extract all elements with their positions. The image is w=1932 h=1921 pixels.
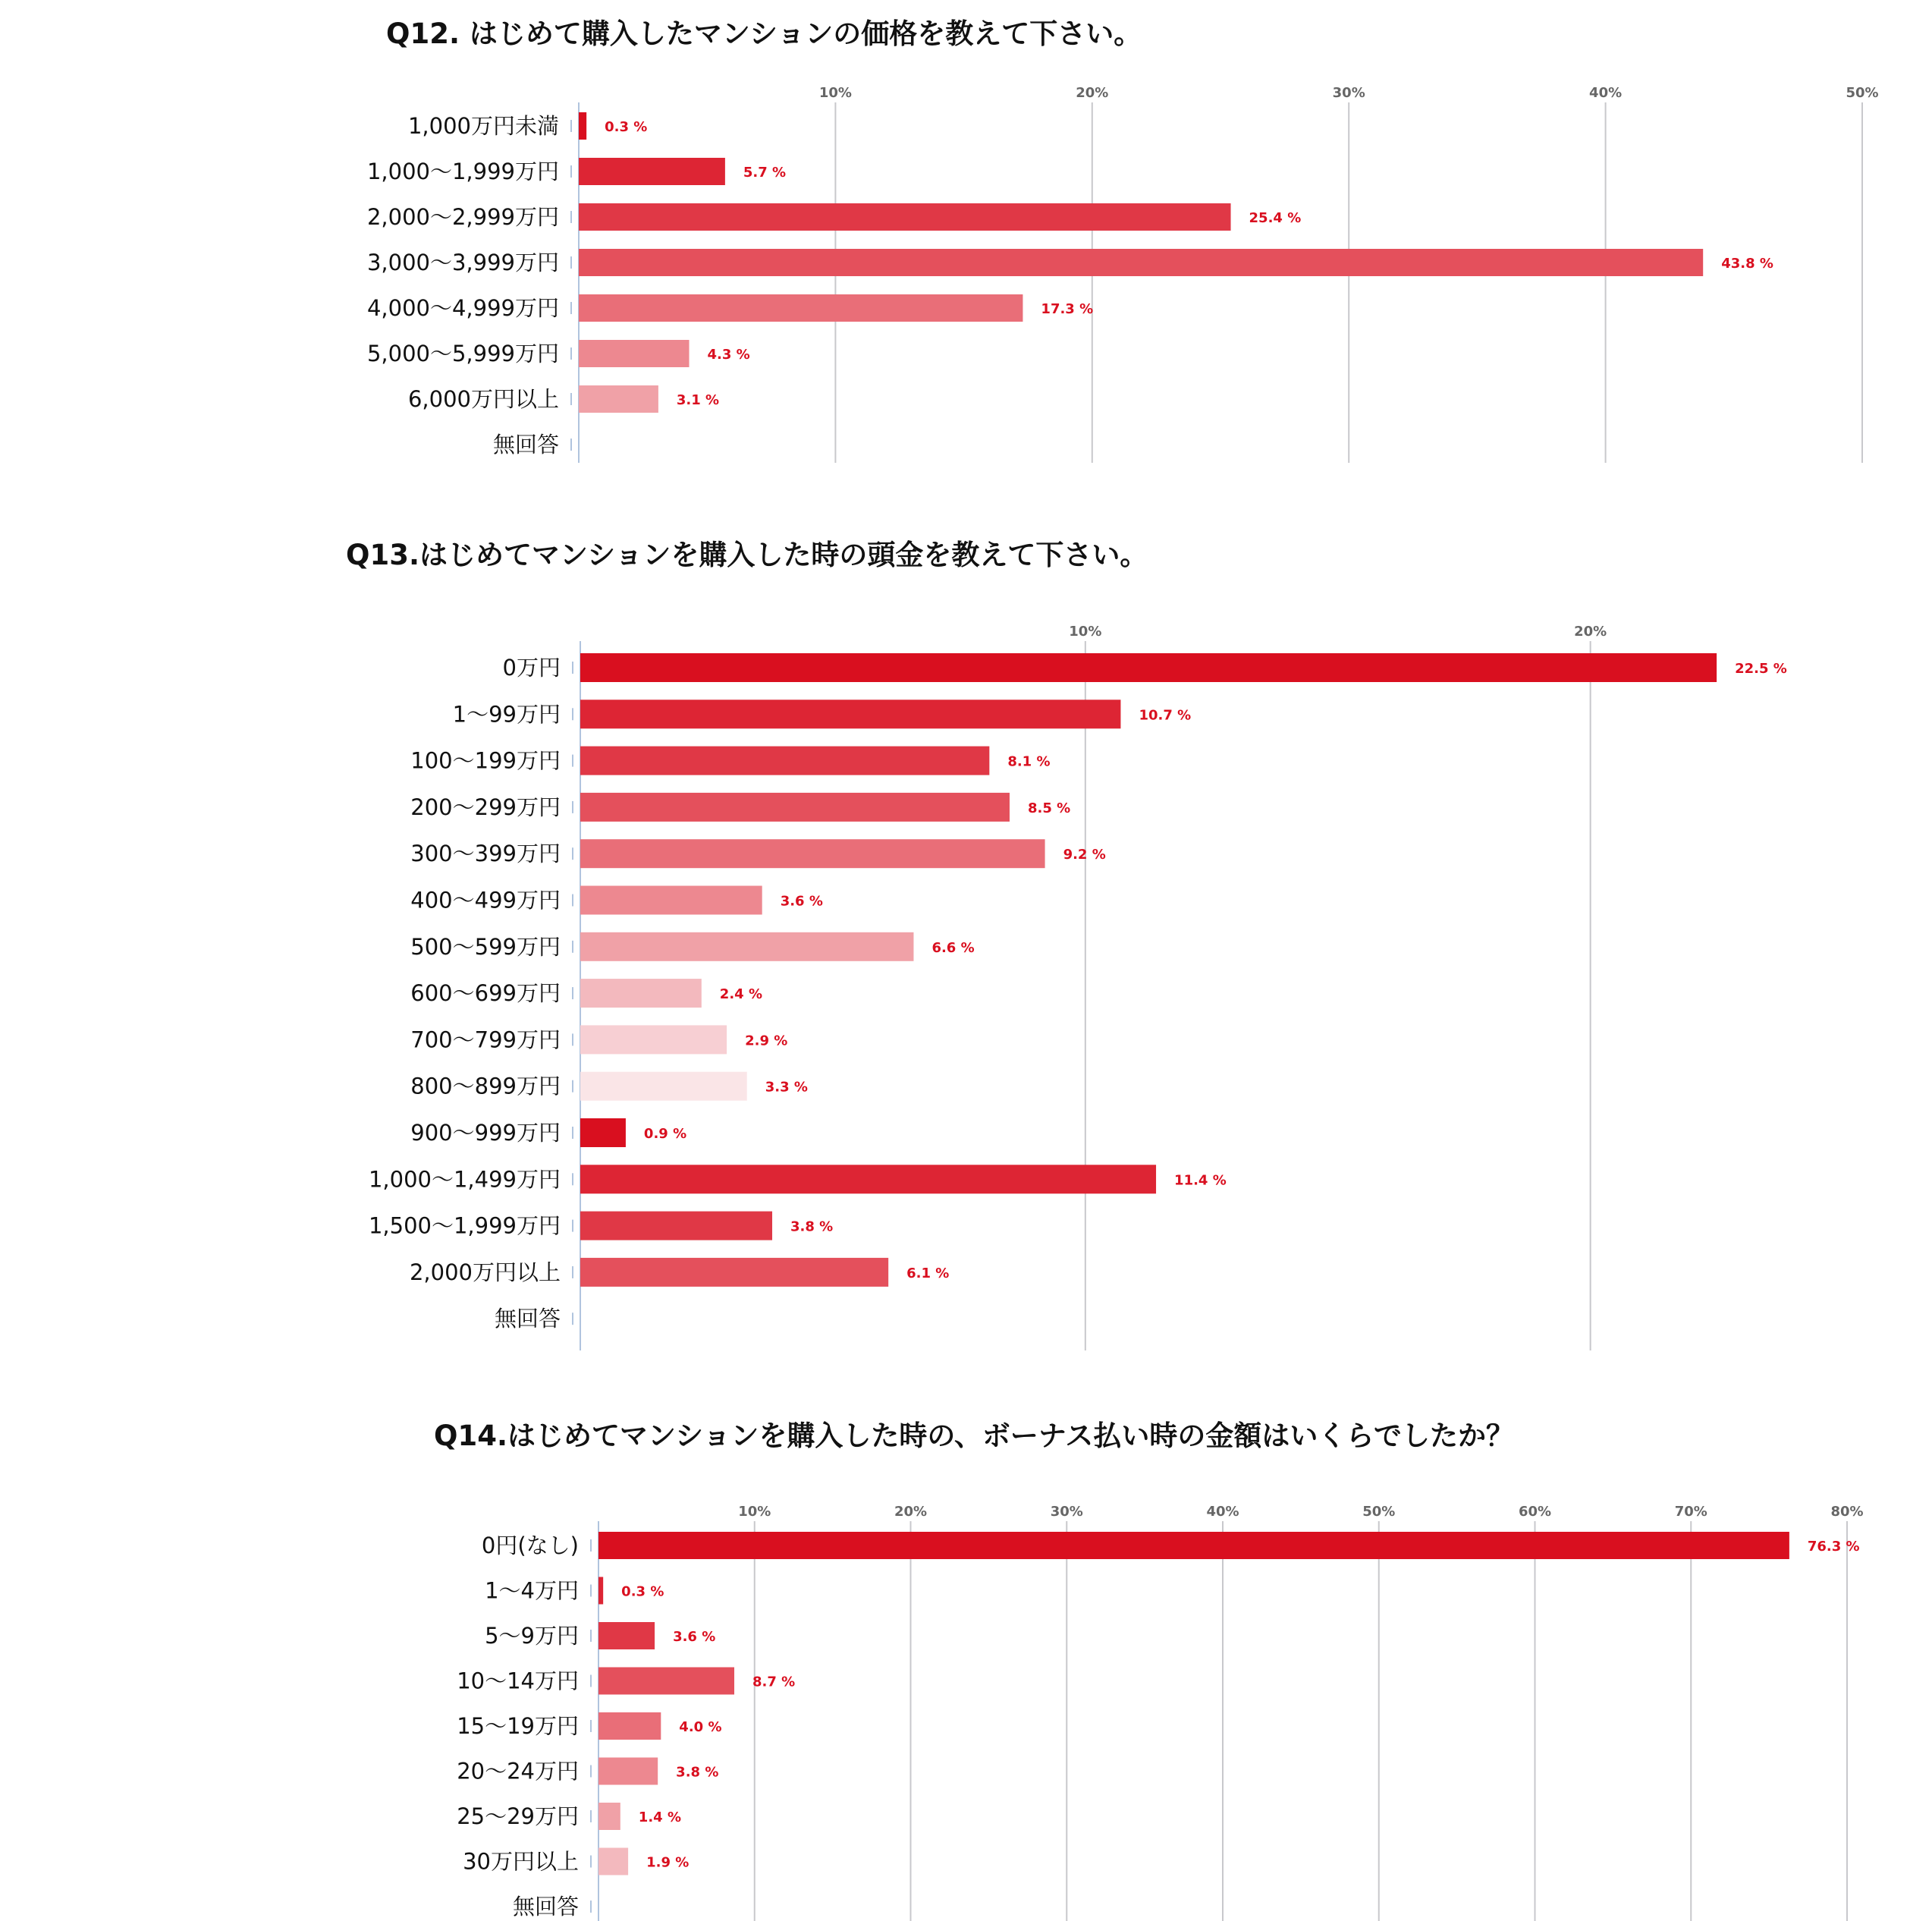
- chart-title: Q14.はじめてマンションを購入した時の、ボーナス払い時の金額はいくらでしたか？: [434, 1420, 1515, 1452]
- bar: [579, 340, 690, 367]
- tick-label: 30%: [1050, 1504, 1083, 1520]
- data-label: 3.6 %: [780, 893, 823, 910]
- bar: [580, 793, 1010, 822]
- category-label: 700～799万円: [410, 1027, 561, 1053]
- data-label: 4.0 %: [679, 1719, 722, 1735]
- category-label: 1,000万円未満: [407, 113, 559, 139]
- tick-label: 30%: [1332, 85, 1365, 101]
- data-label: 3.1 %: [676, 392, 720, 408]
- category-label: 5～9万円: [485, 1623, 579, 1649]
- data-label: 2.9 %: [745, 1033, 788, 1049]
- category-label: 無回答: [492, 432, 559, 457]
- bar: [579, 385, 658, 413]
- data-label: 3.3 %: [765, 1079, 808, 1096]
- data-label: 25.4 %: [1249, 210, 1302, 226]
- category-label: 200～299万円: [410, 794, 561, 820]
- data-label: 22.5 %: [1735, 661, 1787, 677]
- data-label: 0.9 %: [643, 1126, 687, 1142]
- bar: [580, 839, 1045, 868]
- category-label: 400～499万円: [410, 887, 561, 913]
- tick-label: 50%: [1362, 1504, 1396, 1520]
- data-label: 2.4 %: [719, 986, 763, 1003]
- bar: [580, 1212, 772, 1240]
- chart-title: Q13.はじめてマンションを購入した時の頭金を教えて下さい。: [346, 539, 1148, 571]
- bar: [580, 1258, 888, 1287]
- bar: [579, 203, 1231, 231]
- data-label: 8.1 %: [1007, 753, 1051, 770]
- data-label: 76.3 %: [1807, 1539, 1860, 1555]
- bar: [580, 932, 913, 961]
- bar: [580, 653, 1717, 682]
- category-label: 10～14万円: [457, 1668, 579, 1694]
- category-label: 900～999万円: [410, 1120, 561, 1146]
- bar: [580, 747, 989, 775]
- chart-title: Q12. はじめて購入したマンションの価格を教えて下さい。: [386, 17, 1142, 50]
- category-label: 3,000～3,999万円: [366, 250, 559, 275]
- category-label: 100～199万円: [410, 747, 561, 774]
- category-label: 30万円以上: [463, 1848, 579, 1875]
- category-label: 500～599万円: [410, 933, 561, 960]
- bar: [580, 1072, 747, 1101]
- tick-label: 20%: [894, 1504, 928, 1520]
- chart-q13: [346, 539, 1787, 1350]
- category-label: 600～699万円: [410, 980, 561, 1007]
- data-label: 1.4 %: [638, 1809, 682, 1825]
- tick-label: 80%: [1830, 1504, 1864, 1520]
- chart-q12: [367, 17, 1879, 463]
- tick-label: 40%: [1206, 1504, 1239, 1520]
- bar: [580, 886, 762, 915]
- tick-label: 20%: [1574, 624, 1607, 640]
- bar: [579, 158, 725, 185]
- category-label: 2,000万円以上: [409, 1259, 561, 1285]
- category-label: 1～4万円: [485, 1577, 579, 1604]
- bar: [580, 1025, 727, 1054]
- data-label: 8.7 %: [752, 1674, 796, 1690]
- category-label: 15～19万円: [457, 1713, 579, 1739]
- bar: [579, 294, 1023, 322]
- tick-label: 50%: [1846, 85, 1879, 101]
- tick-label: 10%: [818, 85, 852, 101]
- tick-label: 20%: [1076, 85, 1109, 101]
- data-label: 4.3 %: [707, 347, 750, 363]
- data-label: 0.3 %: [621, 1583, 664, 1600]
- tick-label: 70%: [1674, 1504, 1707, 1520]
- data-label: 3.6 %: [673, 1629, 716, 1645]
- data-label: 0.3 %: [605, 119, 648, 135]
- bar: [598, 1532, 1789, 1559]
- category-label: 無回答: [494, 1306, 561, 1332]
- tick-label: 60%: [1518, 1504, 1552, 1520]
- tick-label: 10%: [738, 1504, 771, 1520]
- category-label: 無回答: [512, 1894, 579, 1919]
- bar: [598, 1803, 620, 1830]
- bar: [598, 1848, 628, 1875]
- bar: [598, 1758, 658, 1785]
- bar: [579, 249, 1703, 276]
- category-label: 1,500～1,999万円: [368, 1212, 561, 1239]
- category-label: 1～99万円: [452, 701, 561, 728]
- data-label: 5.7 %: [743, 165, 787, 181]
- category-label: 6,000万円以上: [407, 386, 559, 412]
- data-label: 10.7 %: [1139, 707, 1192, 724]
- bar: [598, 1712, 661, 1740]
- bar: [580, 1165, 1156, 1193]
- bar: [579, 112, 586, 140]
- category-label: 0万円: [502, 655, 561, 681]
- category-label: 5,000～5,999万円: [366, 341, 559, 366]
- data-label: 11.4 %: [1174, 1172, 1227, 1189]
- data-label: 8.5 %: [1027, 800, 1071, 816]
- data-label: 6.6 %: [931, 939, 975, 956]
- category-label: 0円(なし): [481, 1533, 579, 1558]
- category-label: 2,000～2,999万円: [366, 204, 559, 230]
- data-label: 17.3 %: [1041, 301, 1094, 317]
- bar: [598, 1577, 603, 1605]
- category-label: 800～899万円: [410, 1073, 561, 1099]
- category-label: 20～24万円: [457, 1758, 579, 1784]
- category-label: 4,000～4,999万円: [366, 295, 559, 321]
- category-label: 25～29万円: [457, 1803, 579, 1829]
- data-label: 3.8 %: [676, 1764, 719, 1781]
- bar: [580, 1118, 626, 1147]
- tick-label: 40%: [1589, 85, 1623, 101]
- category-label: 1,000～1,999万円: [366, 159, 559, 184]
- data-label: 1.9 %: [646, 1854, 690, 1871]
- bar: [580, 979, 702, 1008]
- bar: [580, 700, 1120, 728]
- category-label: 1,000～1,499万円: [368, 1166, 561, 1193]
- data-label: 3.8 %: [790, 1218, 834, 1235]
- bar: [598, 1622, 655, 1649]
- chart-q14: [434, 1420, 1864, 1921]
- tick-label: 10%: [1069, 624, 1102, 640]
- category-label: 300～399万円: [410, 841, 561, 867]
- bar: [598, 1668, 734, 1695]
- data-label: 6.1 %: [906, 1265, 950, 1281]
- data-label: 43.8 %: [1721, 256, 1773, 272]
- data-label: 9.2 %: [1063, 847, 1106, 863]
